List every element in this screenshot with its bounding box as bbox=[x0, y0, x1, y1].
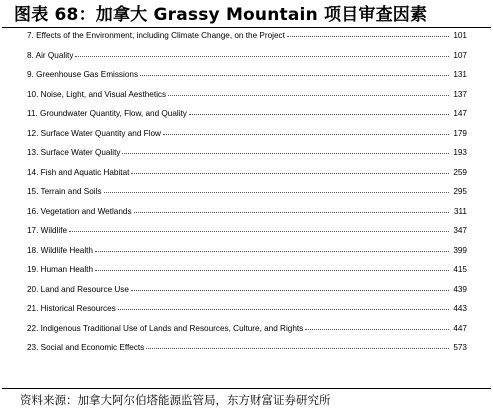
toc-entry-page: 573 bbox=[453, 343, 467, 352]
toc-entry bbox=[27, 324, 467, 344]
toc-entry-label: 17. Wildlife bbox=[27, 226, 68, 235]
toc-entry bbox=[27, 109, 467, 129]
table-of-contents bbox=[27, 31, 467, 363]
toc-entry bbox=[27, 187, 467, 207]
toc-dot-leader bbox=[75, 56, 449, 57]
toc-entry-page: 311 bbox=[453, 206, 467, 216]
toc-entry-page: 447 bbox=[453, 323, 467, 333]
toc-dot-leader bbox=[95, 251, 449, 252]
toc-entry bbox=[27, 226, 467, 246]
toc-dot-leader bbox=[140, 75, 449, 76]
toc-entry-label: 23. Social and Economic Effects bbox=[27, 343, 145, 352]
toc-entry-page: 443 bbox=[453, 304, 467, 313]
toc-entry-page: 137 bbox=[453, 89, 467, 99]
toc-dot-leader bbox=[189, 114, 449, 115]
toc-entry-label: 8. Air Quality bbox=[27, 50, 74, 60]
source-note: 资料来源：加拿大阿尔伯塔能源监管局，东方财富证券研究所 bbox=[20, 393, 331, 407]
toc-entry bbox=[27, 207, 467, 227]
toc-entry bbox=[27, 129, 467, 149]
toc-entry-page: 399 bbox=[453, 245, 467, 255]
toc-entry-page: 259 bbox=[453, 167, 467, 177]
toc-dot-leader bbox=[131, 290, 449, 291]
toc-entry-page: 107 bbox=[453, 50, 467, 60]
toc-entry bbox=[27, 31, 467, 51]
toc-dot-leader bbox=[163, 134, 449, 135]
toc-entry-page: 131 bbox=[453, 70, 467, 79]
toc-entry-page: 193 bbox=[453, 148, 467, 157]
toc-dot-leader bbox=[287, 36, 449, 37]
toc-entry-label: 21. Historical Resources bbox=[27, 304, 116, 313]
toc-entry-label: 18. Wildlife Health bbox=[27, 245, 93, 255]
toc-dot-leader bbox=[168, 95, 449, 96]
toc-dot-leader bbox=[118, 309, 449, 310]
source-divider bbox=[2, 388, 491, 389]
toc-entry bbox=[27, 168, 467, 188]
toc-entry bbox=[27, 51, 467, 71]
toc-dot-leader bbox=[146, 348, 449, 349]
toc-entry bbox=[27, 70, 467, 90]
toc-entry-page: 347 bbox=[453, 226, 467, 235]
toc-entry-page: 147 bbox=[453, 109, 467, 118]
toc-entry-label: 16. Vegetation and Wetlands bbox=[27, 206, 132, 216]
toc-entry-label: 7. Effects of the Environment, including Climate Change, on the Project bbox=[27, 31, 285, 40]
toc-entry-page: 295 bbox=[453, 187, 467, 196]
toc-entry-label: 12. Surface Water Quantity and Flow bbox=[27, 128, 161, 138]
toc-entry bbox=[27, 304, 467, 324]
toc-entry bbox=[27, 148, 467, 168]
toc-entry-label: 11. Groundwater Quantity, Flow, and Quality bbox=[27, 109, 187, 118]
toc-entry-label: 22. Indigenous Traditional Use of Lands and Resources, Culture, and Rights bbox=[27, 323, 304, 333]
toc-entry-page: 101 bbox=[453, 31, 467, 40]
toc-entry-label: 10. Noise, Light, and Visual Aesthetics bbox=[27, 89, 167, 99]
toc-dot-leader bbox=[134, 212, 449, 213]
toc-entry-label: 15. Terrain and Soils bbox=[27, 187, 102, 196]
toc-entry-label: 9. Greenhouse Gas Emissions bbox=[27, 70, 139, 79]
figure-title: 图表 68：加拿大 Grassy Mountain 项目审查因素 bbox=[14, 5, 428, 25]
toc-dot-leader bbox=[131, 173, 449, 174]
toc-entry-page: 415 bbox=[453, 265, 467, 274]
toc-entry bbox=[27, 246, 467, 266]
toc-entry bbox=[27, 285, 467, 305]
toc-dot-leader bbox=[95, 270, 449, 271]
toc-entry bbox=[27, 90, 467, 110]
toc-dot-leader bbox=[122, 153, 449, 154]
title-divider bbox=[2, 27, 491, 28]
toc-dot-leader bbox=[69, 231, 449, 232]
toc-entry-page: 439 bbox=[453, 284, 467, 294]
toc-entry-label: 19. Human Health bbox=[27, 265, 93, 274]
toc-dot-leader bbox=[104, 192, 450, 193]
toc-entry bbox=[27, 265, 467, 285]
toc-entry-page: 179 bbox=[453, 128, 467, 138]
toc-dot-leader bbox=[305, 329, 449, 330]
toc-entry bbox=[27, 343, 467, 363]
toc-entry-label: 20. Land and Resource Use bbox=[27, 284, 129, 294]
toc-entry-label: 14. Fish and Aquatic Habitat bbox=[27, 167, 130, 177]
toc-entry-label: 13. Surface Water Quality bbox=[27, 148, 121, 157]
